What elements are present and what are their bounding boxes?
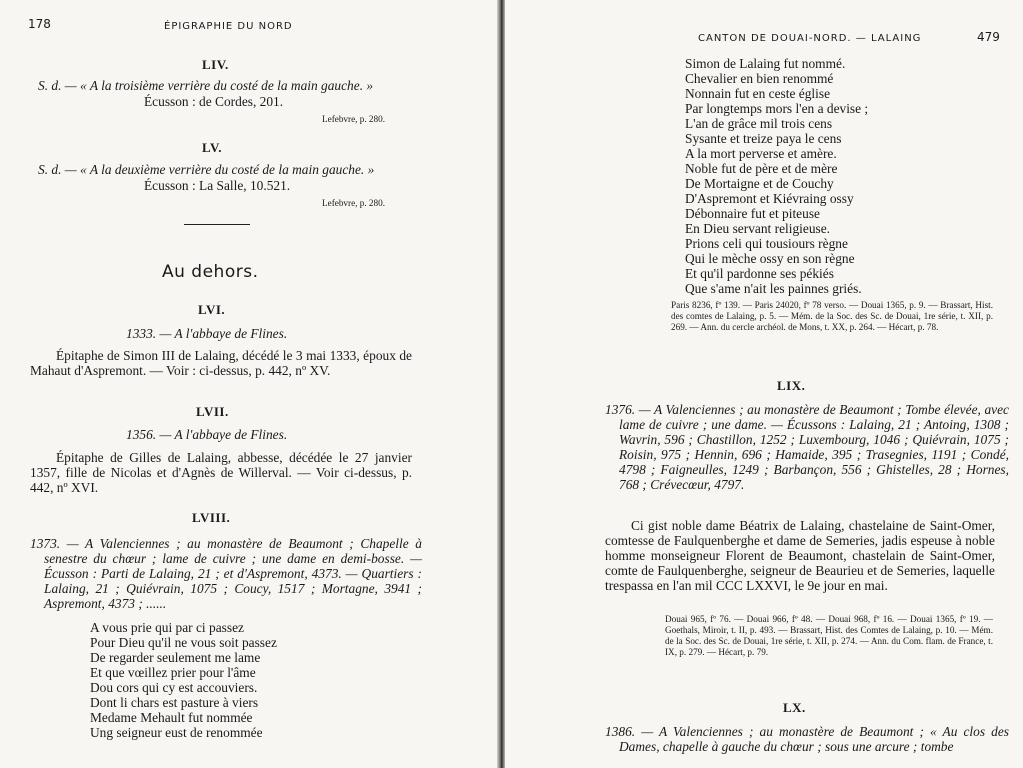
verse-line: Dou cors qui cy est accouviers. bbox=[90, 680, 258, 695]
verse-line: Dont li chars est pasture à viers bbox=[90, 695, 259, 710]
entry-lix-text: 1376. — A Valenciennes ; au monastère de Beaumont ; Tombe élevée, avec lame de cuivre ; une dame. — Écussons : Lalaing, 21 ; Antoing, 1308 ; Wavrin, 596 ; Chastillon, 1252 ; Luxembourg, 1046 ; Quiévrain, 1075 ; Roisin, 975 ; Hennin, 696 ; Hamaide, 395 ; Trasegnies, 1191 ; Condé, 4798 ; Faigneulles, 1249 ; Barbançon, 556 ; Ghistelles, 28 ; Hornes, 768 ; Crévecœur, 4797. bbox=[605, 402, 1009, 492]
source-notes: Paris 8236, fº 139. — Paris 24020, fº 78 verso. — Douai 1365, p. 9. — Brassart, Hist. des comtes de Lalaing, p. 5. — Mém. de la Soc. des Sc. de Douai, 1re série, t. XII, p. 269. — Ann. du cercle archéol. de Mons, t. XX, p. 264. — Hécart, p. 78. bbox=[671, 300, 993, 332]
running-head: ÉPIGRAPHIE DU NORD bbox=[164, 21, 293, 32]
entry-liv-source: Lefebvre, p. 280. bbox=[322, 114, 386, 124]
verse-line: L'an de grâce mil trois cens bbox=[685, 116, 833, 131]
entry-lviii-text: 1373. — A Valenciennes ; au monastère de Beaumont ; Chapelle à senestre du chœur ; lame de cuivre ; une dame en demi-bosse. — Écusson : Parti de Lalaing, 21 ; et d'Aspremont, 4373. — Quartiers : Lalaing, 21 ; Quiévrain, 1075 ; Coucy, 1517 ; Mortagne, 3941 ; Aspremont, 4373 ; ...... bbox=[30, 536, 422, 611]
verse-line: Medame Mehault fut nommée bbox=[90, 710, 253, 725]
running-head: CANTON DE DOUAI-NORD. — LALAING bbox=[698, 33, 922, 44]
verse-line: Et que vœillez prier pour l'âme bbox=[90, 665, 256, 680]
verse-line: Simon de Lalaing fut nommé. bbox=[685, 56, 846, 71]
page-number: 178 bbox=[28, 17, 51, 31]
verse-line: A la mort perverse et amère. bbox=[685, 146, 837, 161]
verse-line: Et qu'il pardonne ses pékiés bbox=[685, 266, 834, 281]
verse-line: De Mortaigne et de Couchy bbox=[685, 176, 834, 191]
entry-liv-line2: Écusson : de Cordes, 201. bbox=[144, 94, 284, 109]
entry-heading-lvi: LVI. bbox=[198, 302, 226, 317]
verse-line: Prions celi qui tousiours règne bbox=[685, 236, 848, 251]
verse-line: Débonnaire fut et piteuse bbox=[685, 206, 820, 221]
entry-heading-lv: LV. bbox=[202, 140, 222, 155]
section-divider bbox=[184, 224, 250, 225]
section-title: Au dehors. bbox=[162, 262, 259, 282]
verse-line: A vous prie qui par ci passez bbox=[90, 620, 244, 635]
verse-continuation bbox=[685, 56, 868, 296]
verse-line: Nonnain fut en ceste église bbox=[685, 86, 831, 101]
entry-lvi-subheading: 1333. — A l'abbaye de Flines. bbox=[126, 326, 288, 341]
entry-lviii-verse bbox=[90, 620, 277, 740]
page-number: 479 bbox=[977, 30, 1000, 44]
entry-heading-lix: LIX. bbox=[777, 378, 806, 393]
verse-line: Que s'ame n'ait les painnes griés. bbox=[685, 281, 862, 296]
verse-line: Pour Dieu qu'il ne vous soit passez bbox=[90, 635, 277, 650]
verse-line: Chevalier en bien renommé bbox=[685, 71, 834, 86]
entry-lix-epitaph: Ci gist noble dame Béatrix de Lalaing, chastelaine de Saint-Omer, comtesse de Faulquenberghe et dame de Semeries, jadis espeuse à noble homme monseigneur Florent de Beaumont, chastelain de Saint-Omer, comte de Faulquenberghe, seigneur de Beaurieu et de Semeries, laquelle trespassa en l'an mil CCC LXXVI, le 9e jour en mai. bbox=[605, 518, 995, 593]
left-page bbox=[0, 0, 497, 768]
book-gutter bbox=[497, 0, 505, 768]
entry-lv-line2: Écusson : La Salle, 10.521. bbox=[144, 178, 291, 193]
right-page bbox=[505, 0, 1023, 768]
entry-heading-liv: LIV. bbox=[202, 57, 229, 72]
verse-line: Noble fut de père et de mère bbox=[685, 161, 838, 176]
verse-line: Ung seigneur eust de renommée bbox=[90, 725, 263, 740]
entry-lvii-subheading: 1356. — A l'abbaye de Flines. bbox=[126, 427, 288, 442]
verse-line: Par longtemps mors l'en a devise ; bbox=[685, 101, 869, 116]
verse-line: En Dieu servant religieuse. bbox=[685, 221, 831, 236]
entry-lx-text: 1386. — A Valenciennes ; au monastère de Beaumont ; « Au clos des Dames, chapelle à gauche du chœur ; sous une arcure ; tombe bbox=[605, 724, 1009, 754]
entry-heading-lviii: LVIII. bbox=[192, 510, 231, 525]
entry-liv-line1: S. d. — « A la troisième verrière du costé de la main gauche. » bbox=[38, 78, 374, 93]
verse-line: De regarder seulement me lame bbox=[90, 650, 261, 665]
entry-heading-lvii: LVII. bbox=[196, 404, 229, 419]
entry-lvii-text: Épitaphe de Gilles de Lalaing, abbesse, décédée le 27 janvier 1357, fille de Nicolas et d'Agnès de Willerval. — Voir ci-dessus, p. 442, nº XVI. bbox=[30, 450, 412, 495]
verse-line: Sysante et treize paya le cens bbox=[685, 131, 842, 146]
entry-lix-sources: Douai 965, fº 76. — Douai 966, fº 48. — Douai 968, fº 16. — Douai 1365, fº 19. — Goethals, Miroir, t. II, p. 493. — Brassart, Hist. des Comtes de Lalaing, p. 10. — Mém. de la Soc. des Sc. de Douai, 1re série, t. XII, p. 274. — Ann. du Com. flam. de France, t. IX, p. 279. — Hécart, p. 79. bbox=[665, 614, 993, 657]
entry-lv-line1: S. d. — « A la deuxième verrière du costé de la main gauche. » bbox=[38, 162, 375, 177]
verse-line: Qui le mèche ossy en son règne bbox=[685, 251, 855, 266]
entry-lvi-text: Épitaphe de Simon III de Lalaing, décédé le 3 mai 1333, époux de Mahaut d'Aspremont. — Voir : ci-dessus, p. 442, nº XV. bbox=[30, 348, 412, 378]
entry-heading-lx: LX. bbox=[783, 700, 806, 715]
entry-lv-source: Lefebvre, p. 280. bbox=[322, 198, 386, 208]
verse-line: D'Aspremont et Kiévraing ossy bbox=[685, 191, 854, 206]
